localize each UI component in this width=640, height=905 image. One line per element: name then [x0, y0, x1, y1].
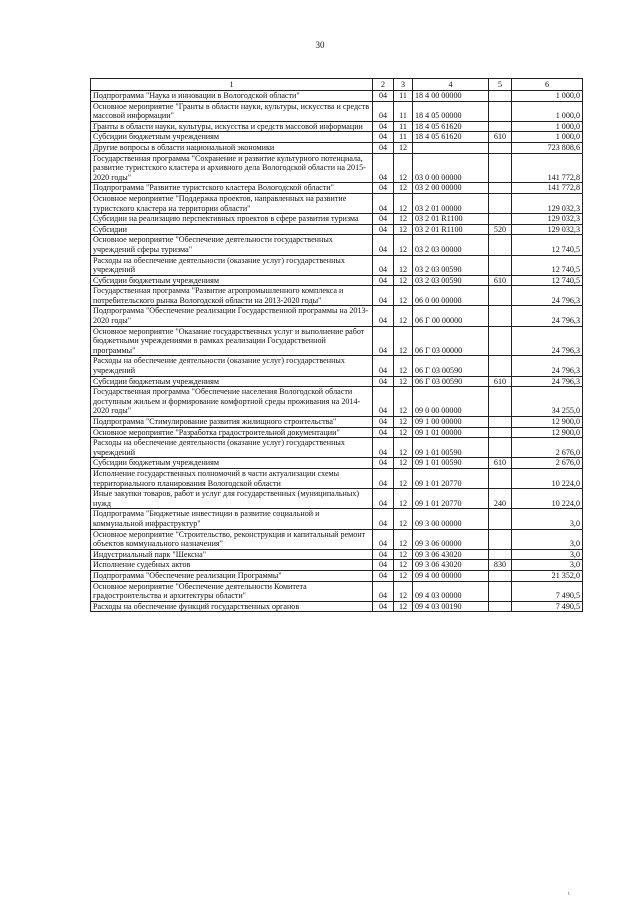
cell-name: Иные закупки товаров, работ и услуг для государственных (муниципальных) нужд [91, 489, 373, 509]
cell-amount: 34 255,0 [512, 387, 583, 417]
cell-section: 04 [373, 193, 394, 213]
cell-expense-type [489, 387, 512, 417]
cell-amount: 3,0 [512, 509, 583, 529]
cell-expense-type [489, 214, 512, 225]
cell-target-code: 06 0 00 00000 [413, 286, 489, 306]
table-row [91, 529, 583, 549]
cell-name: Исполнение государственных полномочий в части актуализации схемы территориального планирования Вологодской области [91, 468, 373, 488]
cell-section: 04 [373, 427, 394, 438]
cell-expense-type: 830 [489, 560, 512, 571]
cell-subsection: 12 [394, 183, 413, 194]
cell-expense-type [489, 468, 512, 488]
header-col-1: 1 [91, 79, 373, 91]
cell-subsection: 12 [394, 235, 413, 255]
cell-name: Расходы на обеспечение деятельности (оказание услуг) государственных учреждений [91, 255, 373, 275]
cell-amount: 2 676,0 [512, 438, 583, 458]
cell-amount: 141 772,8 [512, 183, 583, 194]
cell-target-code: 09 1 01 00000 [413, 427, 489, 438]
table-row [91, 489, 583, 509]
cell-target-code: 06 Г 03 00000 [413, 326, 489, 356]
cell-target-code: 09 3 06 00000 [413, 529, 489, 549]
cell-amount: 3,0 [512, 549, 583, 560]
cell-expense-type [489, 417, 512, 428]
cell-target-code: 09 4 00 00000 [413, 570, 489, 581]
cell-subsection: 12 [394, 255, 413, 275]
cell-expense-type [489, 142, 512, 153]
cell-target-code: 09 1 01 00590 [413, 438, 489, 458]
header-col-3: 3 [394, 79, 413, 91]
cell-subsection: 12 [394, 509, 413, 529]
cell-amount: 141 772,8 [512, 153, 583, 183]
cell-subsection: 12 [394, 458, 413, 469]
table-row [91, 427, 583, 438]
cell-section: 04 [373, 417, 394, 428]
cell-name: Субсидии бюджетным учреждениям [91, 458, 373, 469]
cell-name: Основное мероприятие "Оказание государственных услуг и выполнение работ бюджетными учреждениями в рамках реализации Государственной программы" [91, 326, 373, 356]
table-row [91, 214, 583, 225]
budget-table [90, 78, 583, 612]
cell-amount: 12 740,5 [512, 255, 583, 275]
cell-expense-type [489, 581, 512, 601]
table-row [91, 132, 583, 143]
cell-amount: 1 000,0 [512, 121, 583, 132]
cell-amount: 723 808,6 [512, 142, 583, 153]
cell-subsection: 11 [394, 121, 413, 132]
cell-section: 04 [373, 255, 394, 275]
cell-expense-type [489, 91, 512, 102]
cell-name: Основное мероприятие "Обеспечение деятельности Комитета градостроительства и архитектуры области" [91, 581, 373, 601]
cell-expense-type: 520 [489, 224, 512, 235]
cell-name: Основное мероприятие "Поддержка проектов, направленных на развитие туристского кластера на территории области" [91, 193, 373, 213]
cell-expense-type [489, 356, 512, 376]
cell-expense-type [489, 549, 512, 560]
cell-name: Гранты в области науки, культуры, искусства и средств массовой информации [91, 121, 373, 132]
cell-section: 04 [373, 183, 394, 194]
cell-section: 04 [373, 275, 394, 286]
cell-name: Основное мероприятие "Строительство, реконструкция и капитальный ремонт объектов коммунального назначения" [91, 529, 373, 549]
table-row [91, 601, 583, 612]
table-row [91, 376, 583, 387]
cell-subsection: 12 [394, 387, 413, 417]
table-row [91, 235, 583, 255]
cell-target-code: 06 Г 03 00590 [413, 356, 489, 376]
cell-section: 04 [373, 153, 394, 183]
cell-amount: 10 224,0 [512, 468, 583, 488]
cell-name: Субсидии на реализацию перспективных проектов в сфере развития туризма [91, 214, 373, 225]
cell-name: Подпрограмма "Развитие туристского кластера Вологодской области" [91, 183, 373, 194]
table-row [91, 193, 583, 213]
cell-subsection: 12 [394, 438, 413, 458]
cell-target-code: 09 3 06 43020 [413, 549, 489, 560]
cell-subsection: 12 [394, 356, 413, 376]
cell-section: 04 [373, 570, 394, 581]
cell-amount: 129 032,3 [512, 224, 583, 235]
cell-subsection: 12 [394, 214, 413, 225]
table-row [91, 101, 583, 121]
cell-target-code: 03 2 01 00000 [413, 193, 489, 213]
cell-amount: 1 000,0 [512, 91, 583, 102]
cell-expense-type [489, 286, 512, 306]
cell-target-code: 03 2 01 R1100 [413, 224, 489, 235]
cell-subsection: 12 [394, 560, 413, 571]
table-row [91, 153, 583, 183]
cell-expense-type [489, 326, 512, 356]
cell-subsection: 11 [394, 101, 413, 121]
cell-amount: 3,0 [512, 529, 583, 549]
cell-section: 04 [373, 286, 394, 306]
cell-subsection: 12 [394, 224, 413, 235]
cell-target-code: 09 0 00 00000 [413, 387, 489, 417]
cell-target-code: 09 1 01 00590 [413, 458, 489, 469]
cell-section: 04 [373, 326, 394, 356]
cell-expense-type [489, 193, 512, 213]
table-row [91, 183, 583, 194]
cell-expense-type [489, 529, 512, 549]
cell-section: 04 [373, 438, 394, 458]
cell-section: 04 [373, 581, 394, 601]
cell-section: 04 [373, 132, 394, 143]
cell-expense-type: 240 [489, 489, 512, 509]
cell-subsection: 12 [394, 601, 413, 612]
cell-target-code: 09 4 03 00000 [413, 581, 489, 601]
table-row [91, 581, 583, 601]
cell-target-code: 03 2 01 R1100 [413, 214, 489, 225]
cell-section: 04 [373, 142, 394, 153]
cell-amount: 1 000,0 [512, 132, 583, 143]
cell-target-code: 18 4 05 61620 [413, 132, 489, 143]
cell-section: 04 [373, 601, 394, 612]
cell-expense-type [489, 438, 512, 458]
cell-subsection: 11 [394, 132, 413, 143]
footer-mark: ι [568, 891, 570, 897]
table-row [91, 356, 583, 376]
cell-target-code: 03 2 00 00000 [413, 183, 489, 194]
table-row [91, 224, 583, 235]
cell-expense-type [489, 509, 512, 529]
cell-subsection: 11 [394, 91, 413, 102]
cell-section: 04 [373, 509, 394, 529]
cell-amount: 24 796,3 [512, 326, 583, 356]
cell-expense-type [489, 121, 512, 132]
cell-subsection: 12 [394, 326, 413, 356]
cell-subsection: 12 [394, 376, 413, 387]
cell-section: 04 [373, 91, 394, 102]
cell-target-code: 09 4 03 00190 [413, 601, 489, 612]
cell-name: Другие вопросы в области национальной экономики [91, 142, 373, 153]
cell-name: Государственная программа "Развитие агропромышленного комплекса и потребительского рынка Вологодской области на 2013-2020 годы" [91, 286, 373, 306]
cell-name: Подпрограмма "Обеспечение реализации Государственной программы на 2013-2020 годы" [91, 306, 373, 326]
cell-amount: 2 676,0 [512, 458, 583, 469]
cell-subsection: 12 [394, 468, 413, 488]
table-row [91, 468, 583, 488]
cell-name: Субсидии [91, 224, 373, 235]
table-row [91, 458, 583, 469]
cell-subsection: 12 [394, 581, 413, 601]
cell-target-code: 03 0 00 00000 [413, 153, 489, 183]
cell-subsection: 12 [394, 427, 413, 438]
cell-name: Основное мероприятие "Разработка градостроительной документации" [91, 427, 373, 438]
cell-amount: 7 490,5 [512, 581, 583, 601]
cell-section: 04 [373, 489, 394, 509]
cell-section: 04 [373, 101, 394, 121]
cell-subsection: 12 [394, 417, 413, 428]
cell-name: Основное мероприятие "Гранты в области науки, культуры, искусства и средств массовой информации" [91, 101, 373, 121]
cell-subsection: 12 [394, 529, 413, 549]
cell-name: Государственная программа "Сохранение и развитие культурного потенциала, развитие туристского кластера и архивного дела Вологодской области на 2015-2020 годы" [91, 153, 373, 183]
cell-expense-type [489, 101, 512, 121]
cell-name: Подпрограмма "Стимулирование развития жилищного строительства" [91, 417, 373, 428]
table-row [91, 560, 583, 571]
table-row [91, 286, 583, 306]
cell-target-code: 18 4 00 00000 [413, 91, 489, 102]
cell-amount: 12 900,0 [512, 427, 583, 438]
cell-expense-type [489, 570, 512, 581]
cell-expense-type [489, 306, 512, 326]
table-row [91, 417, 583, 428]
table-row [91, 255, 583, 275]
header-col-5: 5 [489, 79, 512, 91]
table-row [91, 121, 583, 132]
cell-expense-type: 610 [489, 376, 512, 387]
cell-target-code: 06 Г 03 00590 [413, 376, 489, 387]
cell-name: Субсидии бюджетным учреждениям [91, 132, 373, 143]
cell-name: Подпрограмма "Обеспечение реализации Программы" [91, 570, 373, 581]
cell-expense-type [489, 255, 512, 275]
header-col-2: 2 [373, 79, 394, 91]
cell-name: Государственная программа "Обеспечение населения Вологодской области доступным жильем и формирование комфортной среды проживания на 2014-2020 годы" [91, 387, 373, 417]
cell-expense-type [489, 235, 512, 255]
cell-name: Субсидии бюджетным учреждениям [91, 275, 373, 286]
table-row [91, 570, 583, 581]
cell-amount: 129 032,3 [512, 193, 583, 213]
cell-section: 04 [373, 235, 394, 255]
table-row [91, 275, 583, 286]
cell-target-code: 03 2 03 00000 [413, 235, 489, 255]
cell-expense-type [489, 427, 512, 438]
cell-amount: 24 796,3 [512, 356, 583, 376]
cell-name: Исполнение судебных актов [91, 560, 373, 571]
cell-section: 04 [373, 376, 394, 387]
cell-target-code: 09 1 01 20770 [413, 468, 489, 488]
cell-section: 04 [373, 387, 394, 417]
cell-amount: 129 032,3 [512, 214, 583, 225]
cell-subsection: 12 [394, 570, 413, 581]
page-number: 30 [315, 40, 325, 50]
header-col-4: 4 [413, 79, 489, 91]
cell-subsection: 12 [394, 153, 413, 183]
cell-amount: 7 490,5 [512, 601, 583, 612]
cell-target-code: 06 Г 00 00000 [413, 306, 489, 326]
cell-amount: 12 740,5 [512, 235, 583, 255]
cell-section: 04 [373, 549, 394, 560]
cell-subsection: 12 [394, 142, 413, 153]
cell-amount: 21 352,0 [512, 570, 583, 581]
cell-target-code: 09 3 06 43020 [413, 560, 489, 571]
table-header-row [91, 79, 583, 91]
cell-amount: 3,0 [512, 560, 583, 571]
cell-target-code [413, 142, 489, 153]
table-row [91, 91, 583, 102]
cell-expense-type: 610 [489, 132, 512, 143]
cell-name: Расходы на обеспечение деятельности (оказание услуг) государственных учреждений [91, 356, 373, 376]
cell-amount: 12 900,0 [512, 417, 583, 428]
cell-subsection: 12 [394, 306, 413, 326]
cell-name: Подпрограмма "Бюджетные инвестиции в развитие социальной и коммунальной инфраструктур" [91, 509, 373, 529]
cell-subsection: 12 [394, 549, 413, 560]
cell-amount: 1 000,0 [512, 101, 583, 121]
cell-section: 04 [373, 458, 394, 469]
table-row [91, 509, 583, 529]
cell-name: Расходы на обеспечение деятельности (оказание услуг) государственных учреждений [91, 438, 373, 458]
cell-subsection: 12 [394, 193, 413, 213]
cell-expense-type [489, 183, 512, 194]
cell-amount: 10 224,0 [512, 489, 583, 509]
cell-target-code: 09 3 00 00000 [413, 509, 489, 529]
cell-target-code: 03 2 03 00590 [413, 255, 489, 275]
cell-section: 04 [373, 224, 394, 235]
table-row [91, 326, 583, 356]
table-row [91, 549, 583, 560]
cell-section: 04 [373, 529, 394, 549]
cell-name: Индустриальный парк "Шексна" [91, 549, 373, 560]
cell-target-code: 03 2 03 00590 [413, 275, 489, 286]
cell-amount: 24 796,3 [512, 376, 583, 387]
cell-subsection: 12 [394, 489, 413, 509]
cell-name: Основное мероприятие "Обеспечение деятельности государственных учреждений сферы туризма" [91, 235, 373, 255]
cell-target-code: 18 4 05 61620 [413, 121, 489, 132]
table-row [91, 306, 583, 326]
cell-amount: 12 740,5 [512, 275, 583, 286]
cell-section: 04 [373, 306, 394, 326]
cell-name: Расходы на обеспечение функций государственных органов [91, 601, 373, 612]
cell-section: 04 [373, 121, 394, 132]
cell-name: Субсидии бюджетным учреждениям [91, 376, 373, 387]
cell-expense-type: 610 [489, 458, 512, 469]
cell-section: 04 [373, 560, 394, 571]
cell-expense-type [489, 601, 512, 612]
table-row [91, 142, 583, 153]
cell-section: 04 [373, 468, 394, 488]
cell-target-code: 18 4 05 00000 [413, 101, 489, 121]
cell-target-code: 09 1 00 00000 [413, 417, 489, 428]
header-col-6: 6 [512, 79, 583, 91]
cell-section: 04 [373, 214, 394, 225]
cell-expense-type [489, 153, 512, 183]
table-row [91, 438, 583, 458]
cell-target-code: 09 1 01 20770 [413, 489, 489, 509]
cell-subsection: 12 [394, 286, 413, 306]
table-body [91, 91, 583, 612]
cell-subsection: 12 [394, 275, 413, 286]
cell-expense-type: 610 [489, 275, 512, 286]
cell-amount: 24 796,3 [512, 306, 583, 326]
cell-amount: 24 796,3 [512, 286, 583, 306]
table-row [91, 387, 583, 417]
cell-name: Подпрограмма "Наука и инновации в Вологодской области" [91, 91, 373, 102]
cell-section: 04 [373, 356, 394, 376]
